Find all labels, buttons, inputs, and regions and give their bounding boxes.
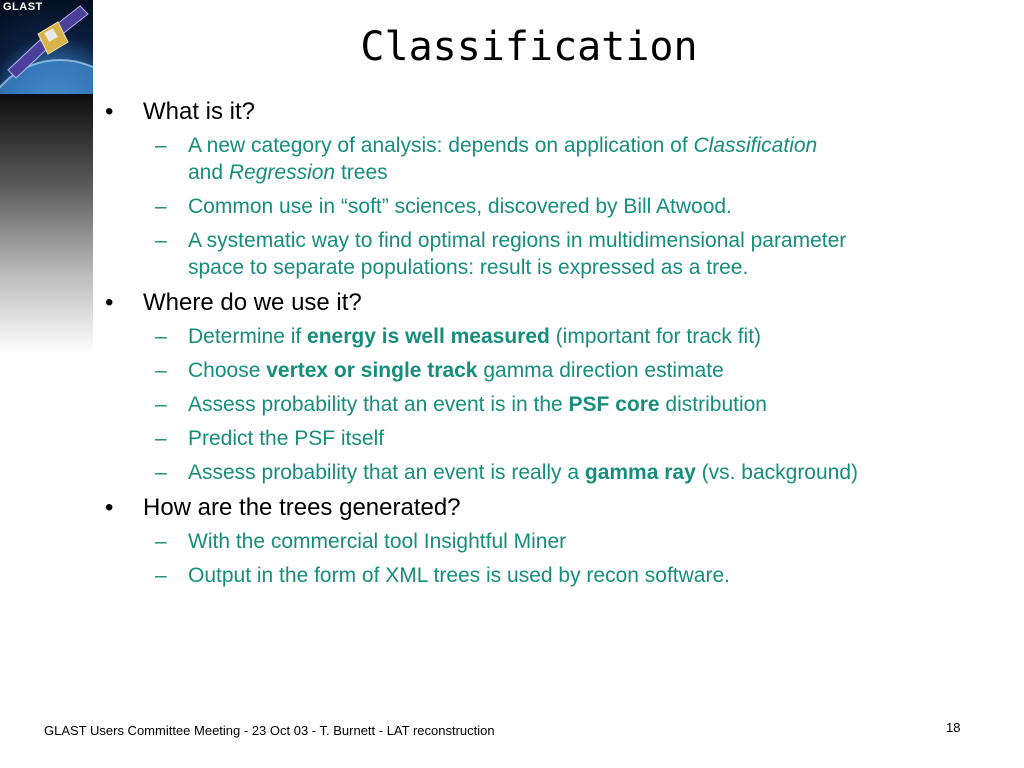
dash-icon: – [155,530,167,553]
glast-logo [0,0,93,94]
sub-bullet-text: Predict the PSF itself [188,427,385,450]
dash-icon: – [155,564,167,587]
slide-title: Classification [360,24,698,70]
page-number: 18 [946,720,961,735]
sub-bullet-text: With the commercial tool Insightful Miner [188,530,567,553]
sub-bullet-text: Assess probability that an event is really a [188,461,585,484]
logo-text: GLAST [3,1,43,13]
sub-bullet-text: trees [335,161,388,184]
sub-bullet-item [105,193,888,220]
bold-text: energy is well measured [307,325,550,348]
dash-icon: – [155,325,167,348]
sub-bullet-item [105,528,888,555]
dash-icon: – [155,134,167,157]
bullet-icon: • [105,494,114,521]
sub-bullet-item [105,562,888,589]
bullet-text: How are the trees generated? [143,494,461,521]
bold-text: PSF core [568,393,660,416]
sub-bullet-text: Output in the form of XML trees is used by recon software. [188,564,730,587]
satellite-icon [0,0,93,94]
sub-bullet-item [105,425,888,452]
dash-icon: – [155,359,167,382]
bullet-icon: • [105,289,114,316]
bold-text: vertex or single track [266,359,478,382]
sub-bullet-text: A systematic way to find optimal regions in multidimensional parameter space to separate populations: result is expressed as a tree. [188,229,847,279]
bullet-text: Where do we use it? [143,289,362,316]
dash-icon: – [155,229,167,252]
dash-icon: – [155,195,167,218]
sub-bullet-text: A new category of analysis: depends on application of [188,134,694,157]
bold-text: gamma ray [584,461,696,484]
bullet-item [105,97,985,127]
footer-text: GLAST Users Committee Meeting - 23 Oct 03 - T. Burnett - LAT reconstruction [44,723,495,738]
dash-icon: – [155,393,167,416]
sub-bullet-text: (vs. background) [695,461,859,484]
sub-bullet-text: gamma direction estimate [477,359,724,382]
sub-bullet-text: (important for track fit) [549,325,762,348]
dash-icon: – [155,461,167,484]
side-decoration [0,94,93,354]
sub-bullet-text: and [188,161,229,184]
emphasis-text: Classification [693,134,818,157]
sub-bullet-item [105,323,888,350]
bullet-icon: • [105,98,114,125]
sub-bullet-item [105,132,888,186]
sub-bullet-item [105,391,888,418]
sub-bullet-item [105,357,888,384]
sub-bullet-text: distribution [659,393,767,416]
bullet-item [105,493,985,523]
sub-bullet-text: Determine if [188,325,308,348]
bullet-item [105,288,985,318]
sub-bullet-text: Choose [188,359,267,382]
bullet-text: What is it? [143,98,256,125]
sub-bullet-text: Common use in “soft” sciences, discovered by Bill Atwood. [188,195,732,218]
emphasis-text: Regression [228,161,336,184]
slide-content [105,97,985,596]
dash-icon: – [155,427,167,450]
sub-bullet-item [105,459,888,486]
sub-bullet-item [105,227,888,281]
sub-bullet-text: Assess probability that an event is in the [188,393,569,416]
